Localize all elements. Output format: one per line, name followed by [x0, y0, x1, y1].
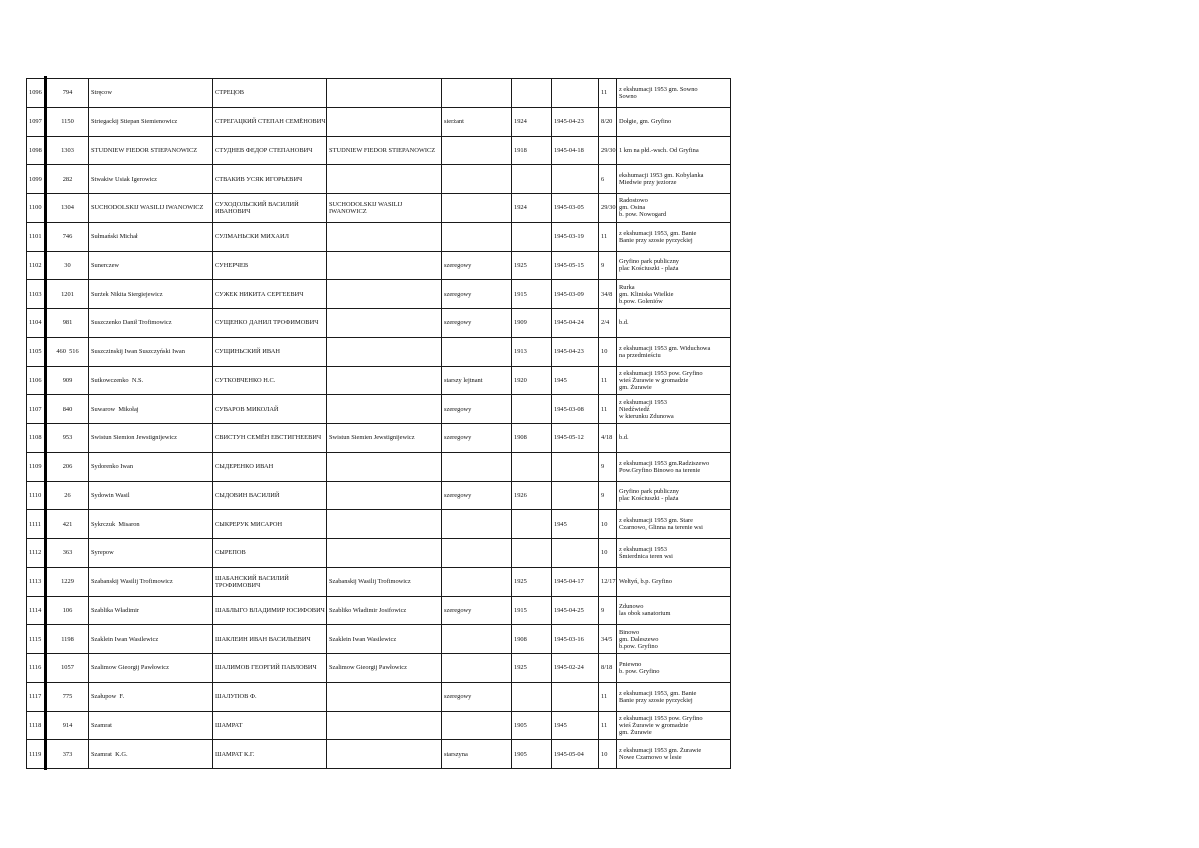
table-row [27, 596, 731, 625]
cell-name-alternate [327, 510, 442, 539]
cell-burial-place: z ekshumacji 1953 pow. Gryfino wieś Żurawie w gromadzie gm. Żurawie [617, 711, 731, 740]
cell-name-russian: СУЖЕК НИКИТА СЕРГЕЕВИЧ [213, 280, 327, 309]
cell-grave-number: 29/30 [599, 194, 617, 223]
cell-grave-number: 10 [599, 510, 617, 539]
cell-death-date [552, 682, 599, 711]
cell-birth-year: 1918 [512, 136, 552, 165]
cell-birth-year: 1924 [512, 107, 552, 136]
table-row [27, 539, 731, 568]
cell-burial-place: Gryfino park publiczny plac Kościuszki - plaża [617, 481, 731, 510]
cell-record-number: 1107 [27, 395, 47, 424]
cell-name-alternate: Swistun Siemien Jewstignijewicz [327, 424, 442, 453]
cell-grave-number: 29/30 [599, 136, 617, 165]
cell-death-date: 1945-04-24 [552, 309, 599, 338]
cell-name-alternate [327, 740, 442, 769]
cell-name-alternate: Szalimow Gieorgij Pawłowicz [327, 654, 442, 683]
cell-name-polish: Suszczinskij Iwan Suszczyński Iwan [89, 337, 213, 366]
cell-death-date: 1945-04-17 [552, 567, 599, 596]
cell-name-alternate [327, 251, 442, 280]
cell-record-number: 1098 [27, 136, 47, 165]
cell-name-polish: Szamrat [89, 711, 213, 740]
cell-birth-year [512, 510, 552, 539]
cell-grave-id: 460 516 [47, 337, 89, 366]
table-row [27, 251, 731, 280]
cell-name-russian: СТРЕЦОВ [213, 79, 327, 108]
cell-name-alternate [327, 711, 442, 740]
cell-death-date: 1945-03-19 [552, 222, 599, 251]
cell-burial-place: z ekshumacji 1953 gm. Żurawie Nowe Czarnowo w lesie [617, 740, 731, 769]
cell-name-polish: Sutkowczenko N.S. [89, 366, 213, 395]
cell-record-number: 1100 [27, 194, 47, 223]
cell-birth-year: 1926 [512, 481, 552, 510]
cell-burial-place: ekshumacji 1953 gm. Kobylanka Miedwie przy jeziorze [617, 165, 731, 194]
cell-grave-id: 840 [47, 395, 89, 424]
cell-grave-id: 1150 [47, 107, 89, 136]
cell-name-polish: Surżek Nikita Siergiejewicz [89, 280, 213, 309]
cell-name-alternate [327, 452, 442, 481]
table-row [27, 481, 731, 510]
cell-name-alternate [327, 79, 442, 108]
table-row [27, 567, 731, 596]
cell-rank: szeregowy [442, 596, 512, 625]
cell-grave-number: 9 [599, 251, 617, 280]
cell-name-polish: Szamrat K.G. [89, 740, 213, 769]
cell-burial-place: z ekshumacji 1953 gm. Sowno Sowno [617, 79, 731, 108]
cell-name-russian: СУВАРОВ МИКОЛАЙ [213, 395, 327, 424]
cell-grave-number: 11 [599, 682, 617, 711]
cell-grave-id: 775 [47, 682, 89, 711]
cell-death-date: 1945 [552, 711, 599, 740]
cell-grave-number: 11 [599, 395, 617, 424]
cell-burial-place: b.d. [617, 424, 731, 453]
cell-name-polish: Stręcow [89, 79, 213, 108]
cell-record-number: 1112 [27, 539, 47, 568]
table-row [27, 136, 731, 165]
cell-grave-number: 11 [599, 222, 617, 251]
cell-rank: szeregowy [442, 280, 512, 309]
cell-rank: szeregowy [442, 481, 512, 510]
cell-birth-year: 1909 [512, 309, 552, 338]
cell-death-date [552, 79, 599, 108]
cell-death-date [552, 539, 599, 568]
table-row [27, 165, 731, 194]
cell-name-russian: СУХОДОЛЬСКИЙ ВАСИЛИЙ ИВАНОВИЧ [213, 194, 327, 223]
cell-name-alternate [327, 222, 442, 251]
cell-birth-year: 1925 [512, 654, 552, 683]
cell-record-number: 1118 [27, 711, 47, 740]
cell-burial-place: z ekshumacji 1953 gm. Stare Czarnowo, Glinna na terenie wsi [617, 510, 731, 539]
cell-rank [442, 654, 512, 683]
cell-name-polish: Szabanskij Wasilij Trofimowicz [89, 567, 213, 596]
cell-burial-place: Radostowo gm. Osina b. pow. Nowogard [617, 194, 731, 223]
cell-name-polish: Sykrczuk Misaron [89, 510, 213, 539]
cell-name-polish: Szaklein Iwan Wasilewicz [89, 625, 213, 654]
cell-record-number: 1117 [27, 682, 47, 711]
cell-name-russian: СТУДНЕВ ФЕДОР СТЕПАНОВИЧ [213, 136, 327, 165]
cell-record-number: 1115 [27, 625, 47, 654]
cell-grave-id: 1201 [47, 280, 89, 309]
table-row [27, 280, 731, 309]
cell-record-number: 1110 [27, 481, 47, 510]
cell-death-date: 1945-03-09 [552, 280, 599, 309]
cell-record-number: 1114 [27, 596, 47, 625]
cell-grave-number: 2/4 [599, 309, 617, 338]
cell-grave-number: 9 [599, 596, 617, 625]
cell-grave-id: 1057 [47, 654, 89, 683]
cell-name-russian: ШАМРАТ [213, 711, 327, 740]
cell-birth-year: 1920 [512, 366, 552, 395]
cell-name-russian: СЫДОВИН ВАСИЛИЙ [213, 481, 327, 510]
cell-rank: szeregowy [442, 424, 512, 453]
cell-name-polish: Szałupow F. [89, 682, 213, 711]
cell-burial-place: Gryfino park publiczny plac Kościuszki - plaża [617, 251, 731, 280]
cell-burial-place: Binowo gm. Daleszewo b.pow. Gryfino [617, 625, 731, 654]
cell-record-number: 1101 [27, 222, 47, 251]
cell-grave-id: 1304 [47, 194, 89, 223]
cell-name-polish: Stwakiw Usiak Igerowicz [89, 165, 213, 194]
cell-name-russian: СУЩЕНКО ДАНИЛ ТРОФИМОВИЧ [213, 309, 327, 338]
cell-rank: szeregowy [442, 309, 512, 338]
cell-grave-id: 1229 [47, 567, 89, 596]
table-row [27, 309, 731, 338]
cell-death-date: 1945-04-23 [552, 337, 599, 366]
cell-death-date: 1945 [552, 510, 599, 539]
cell-birth-year: 1908 [512, 625, 552, 654]
cell-name-russian: ШАЛУПОВ Ф. [213, 682, 327, 711]
cell-birth-year: 1913 [512, 337, 552, 366]
cell-rank [442, 539, 512, 568]
table-row [27, 654, 731, 683]
cell-name-alternate: Szaklein Iwan Wasilewicz [327, 625, 442, 654]
cell-name-polish: Striegackij Stiepan Siemienowicz [89, 107, 213, 136]
cell-name-polish: Suwarow Mikołaj [89, 395, 213, 424]
cell-birth-year: 1905 [512, 740, 552, 769]
cell-record-number: 1096 [27, 79, 47, 108]
cell-grave-number: 4/18 [599, 424, 617, 453]
cell-grave-number: 10 [599, 740, 617, 769]
cell-record-number: 1105 [27, 337, 47, 366]
cell-name-polish: Sułmański Michał [89, 222, 213, 251]
cell-burial-place: 1 km na płd.-wsch. Od Gryfina [617, 136, 731, 165]
cell-rank [442, 625, 512, 654]
cell-grave-id: 1303 [47, 136, 89, 165]
cell-record-number: 1113 [27, 567, 47, 596]
cell-birth-year [512, 165, 552, 194]
cell-grave-id: 794 [47, 79, 89, 108]
cell-death-date: 1945-03-05 [552, 194, 599, 223]
table-row [27, 682, 731, 711]
cell-birth-year [512, 79, 552, 108]
cell-rank [442, 194, 512, 223]
cell-record-number: 1108 [27, 424, 47, 453]
cell-burial-place: Rurka gm. Kliniska Wielkie b.pow. Goleniów [617, 280, 731, 309]
cell-birth-year [512, 539, 552, 568]
cell-grave-number: 11 [599, 79, 617, 108]
cell-rank [442, 567, 512, 596]
cell-record-number: 1111 [27, 510, 47, 539]
cell-rank [442, 136, 512, 165]
cell-name-alternate [327, 539, 442, 568]
cell-record-number: 1099 [27, 165, 47, 194]
table-row [27, 452, 731, 481]
cell-name-russian: СВИСТУН СЕМЁН ЕВСТИГНЕЕВИЧ [213, 424, 327, 453]
cell-name-russian: СУНЕРЧЕВ [213, 251, 327, 280]
cell-name-russian: СУЛМАНЬСКИ МИХАИЛ [213, 222, 327, 251]
cell-name-alternate [327, 280, 442, 309]
cell-birth-year: 1925 [512, 251, 552, 280]
cell-birth-year [512, 682, 552, 711]
cell-record-number: 1109 [27, 452, 47, 481]
cell-burial-place: z ekshumacji 1953 Śmierdnica teren wsi [617, 539, 731, 568]
cell-record-number: 1104 [27, 309, 47, 338]
cell-grave-id: 206 [47, 452, 89, 481]
records-table-body [27, 79, 731, 769]
cell-name-alternate: Szabliko Władimir Josifowicz [327, 596, 442, 625]
cell-rank: szeregowy [442, 682, 512, 711]
cell-name-alternate: Szabanskij Wasilij Trofimowicz [327, 567, 442, 596]
cell-grave-id: 373 [47, 740, 89, 769]
cell-birth-year: 1908 [512, 424, 552, 453]
cell-name-alternate [327, 309, 442, 338]
table-row [27, 711, 731, 740]
cell-name-alternate: SUCHODOLSKIJ WASILIJ IWANOWICZ [327, 194, 442, 223]
records-table [26, 78, 731, 769]
cell-record-number: 1116 [27, 654, 47, 683]
cell-grave-number: 12/17 [599, 567, 617, 596]
cell-death-date: 1945-05-15 [552, 251, 599, 280]
table-row [27, 395, 731, 424]
cell-name-russian: СУТКОВЧЕНКО Н.С. [213, 366, 327, 395]
table-row [27, 625, 731, 654]
cell-burial-place: z ekshumacji 1953, gm. Banie Banie przy szosie pyrzyckiej [617, 682, 731, 711]
cell-record-number: 1097 [27, 107, 47, 136]
cell-name-alternate: STUDNIEW FIEDOR STIEPANOWICZ [327, 136, 442, 165]
cell-name-polish: Sydowin Wasil [89, 481, 213, 510]
cell-grave-id: 1198 [47, 625, 89, 654]
cell-grave-number: 8/20 [599, 107, 617, 136]
cell-birth-year [512, 452, 552, 481]
cell-name-russian: СУЩИНЬСКИЙ ИВАН [213, 337, 327, 366]
cell-rank: szeregowy [442, 251, 512, 280]
cell-grave-number: 9 [599, 452, 617, 481]
cell-record-number: 1102 [27, 251, 47, 280]
cell-death-date: 1945-02-24 [552, 654, 599, 683]
cell-name-russian: ШАМРАТ К.Г. [213, 740, 327, 769]
table-left-rule [44, 76, 47, 770]
cell-grave-id: 106 [47, 596, 89, 625]
cell-death-date [552, 481, 599, 510]
cell-death-date [552, 165, 599, 194]
cell-death-date: 1945 [552, 366, 599, 395]
cell-grave-id: 981 [47, 309, 89, 338]
table-row [27, 740, 731, 769]
cell-burial-place: Zdunowo las obok sanatorium [617, 596, 731, 625]
cell-grave-number: 6 [599, 165, 617, 194]
cell-grave-number: 8/18 [599, 654, 617, 683]
cell-name-russian: СТВАКИВ УСЯК ИГОРЬЕВИЧ [213, 165, 327, 194]
cell-grave-number: 11 [599, 366, 617, 395]
cell-death-date: 1945-04-23 [552, 107, 599, 136]
cell-name-polish: Sydorenko Iwan [89, 452, 213, 481]
cell-record-number: 1103 [27, 280, 47, 309]
cell-rank: starszy lejtnant [442, 366, 512, 395]
cell-name-alternate [327, 337, 442, 366]
cell-grave-number: 11 [599, 711, 617, 740]
cell-burial-place: Pniewno b. pow. Gryfino [617, 654, 731, 683]
cell-grave-id: 914 [47, 711, 89, 740]
cell-name-polish: SUCHODOLSKIJ WASILIJ IWANOWICZ [89, 194, 213, 223]
cell-death-date: 1945-05-12 [552, 424, 599, 453]
cell-burial-place: Dołgie, gm. Gryfino [617, 107, 731, 136]
cell-name-polish: Szablika Władimir [89, 596, 213, 625]
table-row [27, 194, 731, 223]
cell-grave-id: 30 [47, 251, 89, 280]
cell-death-date: 1945-03-08 [552, 395, 599, 424]
cell-grave-id: 953 [47, 424, 89, 453]
cell-rank: starszyna [442, 740, 512, 769]
cell-burial-place: Wełtyń, b.p. Gryfino [617, 567, 731, 596]
cell-birth-year: 1915 [512, 280, 552, 309]
cell-rank [442, 165, 512, 194]
cell-name-russian: СЫКРЕРУК МИСАРОН [213, 510, 327, 539]
cell-burial-place: z ekshumacji 1953 gm.Radziszewo Pow.Gryfino Binowo na terenie [617, 452, 731, 481]
cell-name-russian: СЫДЕРЕНКО ИВАН [213, 452, 327, 481]
cell-grave-id: 909 [47, 366, 89, 395]
cell-birth-year: 1924 [512, 194, 552, 223]
cell-name-polish: Szalimow Gieorgij Pawłowicz [89, 654, 213, 683]
cell-rank [442, 79, 512, 108]
cell-burial-place: z ekshumacji 1953 gm. Widuchowa na przedmieściu [617, 337, 731, 366]
cell-name-alternate [327, 107, 442, 136]
cell-name-polish: Sunerczew [89, 251, 213, 280]
cell-birth-year: 1915 [512, 596, 552, 625]
cell-rank [442, 222, 512, 251]
cell-rank: sierżant [442, 107, 512, 136]
cell-name-russian: ШАКЛЕИН ИВАН ВАСИЛЬЕВИЧ [213, 625, 327, 654]
cell-grave-number: 10 [599, 337, 617, 366]
cell-name-russian: ШАБАНСКИЙ ВАСИЛИЙ ТРОФИМОВИЧ [213, 567, 327, 596]
table-row [27, 79, 731, 108]
cell-name-alternate [327, 165, 442, 194]
cell-death-date: 1945-05-04 [552, 740, 599, 769]
cell-name-polish: STUDNIEW FIEDOR STIEPANOWICZ [89, 136, 213, 165]
table-row [27, 510, 731, 539]
cell-death-date: 1945-04-18 [552, 136, 599, 165]
cell-rank [442, 337, 512, 366]
cell-record-number: 1119 [27, 740, 47, 769]
cell-burial-place: b.d. [617, 309, 731, 338]
cell-grave-number: 34/5 [599, 625, 617, 654]
cell-grave-number: 9 [599, 481, 617, 510]
cell-burial-place: z ekshumacji 1953 pow. Gryfino wieś Żurawie w gromadzie gm. Żurawie [617, 366, 731, 395]
cell-grave-id: 363 [47, 539, 89, 568]
cell-name-alternate [327, 395, 442, 424]
table-row [27, 107, 731, 136]
cell-grave-id: 421 [47, 510, 89, 539]
cell-name-russian: СЫРЕПОВ [213, 539, 327, 568]
cell-name-russian: ШАЛИМОВ ГЕОРГИЙ ПАВЛОВИЧ [213, 654, 327, 683]
cell-death-date: 1945-03-16 [552, 625, 599, 654]
cell-name-russian: ШАБЛЫГО ВЛАДИМИР ЮСИФОВИЧ [213, 596, 327, 625]
cell-name-alternate [327, 481, 442, 510]
cell-name-polish: Swistun Siemion Jewstignijewicz [89, 424, 213, 453]
cell-burial-place: z ekshumacji 1953 Niedźwiedź w kierunku Zdunowa [617, 395, 731, 424]
cell-birth-year [512, 222, 552, 251]
table-row [27, 222, 731, 251]
cell-grave-id: 282 [47, 165, 89, 194]
cell-grave-id: 26 [47, 481, 89, 510]
cell-record-number: 1106 [27, 366, 47, 395]
cell-rank [442, 711, 512, 740]
cell-rank: szeregowy [442, 395, 512, 424]
cell-name-russian: СТРЕГАЦКИЙ СТЕПАН СЕМЁНОВИЧ [213, 107, 327, 136]
cell-name-alternate [327, 366, 442, 395]
cell-birth-year: 1905 [512, 711, 552, 740]
cell-grave-number: 34/8 [599, 280, 617, 309]
cell-birth-year [512, 395, 552, 424]
table-row [27, 366, 731, 395]
cell-burial-place: z ekshumacji 1953, gm. Banie Banie przy szosie pyrzyckiej [617, 222, 731, 251]
cell-death-date: 1945-04-25 [552, 596, 599, 625]
table-row [27, 337, 731, 366]
cell-grave-number: 10 [599, 539, 617, 568]
cell-name-polish: Suszczenko Danił Trofimowicz [89, 309, 213, 338]
cell-name-polish: Syrepow [89, 539, 213, 568]
cell-rank [442, 510, 512, 539]
table-row [27, 424, 731, 453]
cell-grave-id: 746 [47, 222, 89, 251]
cell-name-alternate [327, 682, 442, 711]
cell-death-date [552, 452, 599, 481]
cell-rank [442, 452, 512, 481]
cell-birth-year: 1925 [512, 567, 552, 596]
